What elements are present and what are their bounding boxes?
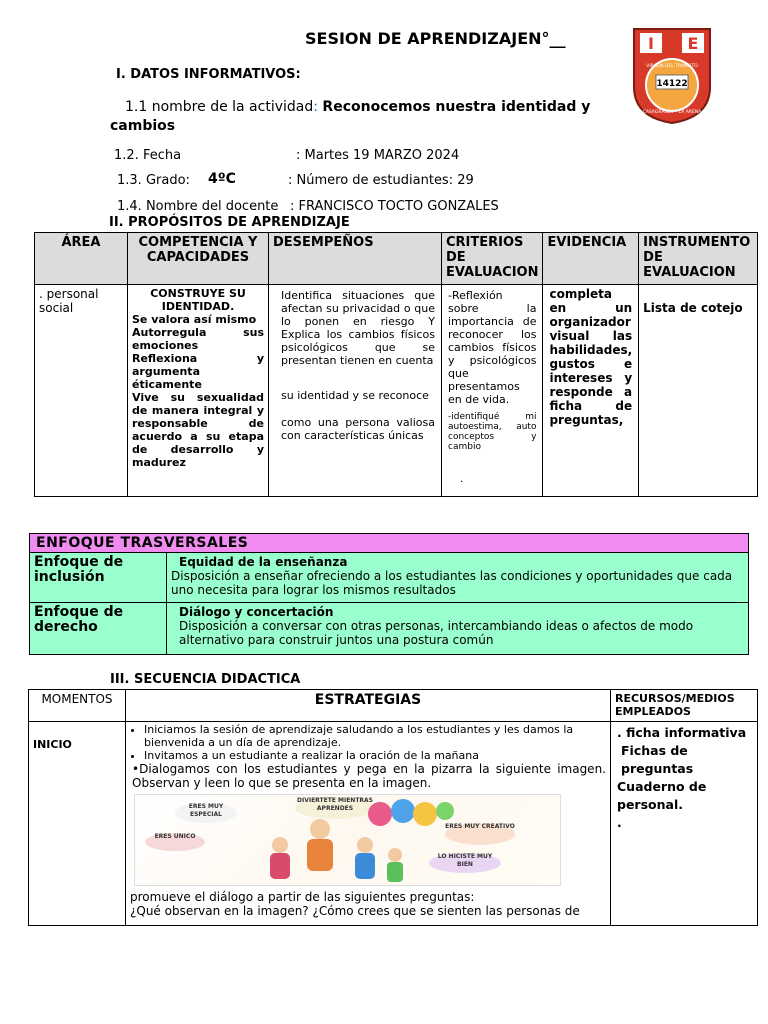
classroom-image	[134, 794, 561, 886]
bullet-icon: •	[132, 762, 140, 776]
image-bubble: ERES MUY CREATIVO	[445, 823, 515, 845]
resource-item: .	[617, 815, 622, 830]
fecha-value: : Martes 19 MARZO 2024	[296, 148, 460, 163]
resources-cell	[611, 722, 758, 926]
grado-value: 4ºC	[208, 171, 236, 187]
col-desempenos: DESEMPEÑOS	[269, 233, 442, 285]
competencia-line: Vive su sexualidad de manera integral y responsable de acuerdo a su etapa de desarrollo y madurez	[132, 391, 264, 469]
criterio-text: .	[460, 472, 464, 485]
col-competencia: COMPETENCIA Y CAPACIDADES	[128, 233, 269, 285]
fecha-label: 1.2. Fecha	[114, 148, 182, 163]
logo-letter-i: I	[648, 34, 654, 53]
col-instrumento: INSTRUMENTO DE EVALUACION	[639, 233, 758, 285]
image-bubble: ERES MUY ESPECIAL	[175, 803, 237, 823]
strategy-cell	[126, 722, 611, 926]
strategy-item: • Iniciamos la sesión de aprendizaje saludando a los estudiantes y les damos la bienvenida a un día de aprendizaje.	[144, 723, 606, 749]
competencia-line: Se valora así mismo	[132, 313, 257, 326]
strategy-item: • Invitamos a un estudiante a realizar la oración de la mañana	[144, 749, 606, 762]
strategy-list	[130, 723, 606, 762]
family-illustration	[235, 815, 435, 885]
competencia-line: Autorregula sus emociones Reflexiona y argumenta éticamente	[132, 326, 264, 391]
col-momentos: MOMENTOS	[29, 690, 126, 722]
strategy-item-big	[130, 762, 606, 790]
enfoque-desc: Disposición a enseñar ofreciendo a los estudiantes las condiciones y oportunidades que cada uno necesita para lograr los mismos resultados	[171, 569, 733, 597]
image-bubble: LO HICISTE MUY BIEN	[429, 853, 501, 873]
moment-inicio: INICIO	[29, 722, 126, 926]
col-recursos: RECURSOS/MEDIOS EMPLEADOS	[611, 690, 758, 722]
logo-number: 14122	[656, 79, 688, 89]
after-image-text: promueve el diálogo a partir de las siguientes preguntas:	[130, 890, 475, 904]
estudiantes-count: : Número de estudiantes: 29	[288, 173, 474, 188]
logo-text: VIRGEN DEL TRANSITO	[646, 64, 698, 69]
activity-value-cont: cambios	[110, 118, 176, 134]
criterio-text: -Reflexión sobre la importancia de reconocer los cambios físicos y psicológicos que presentamos en de vida.	[448, 289, 537, 406]
activity-line	[125, 99, 590, 115]
image-bubble: DIVIERTETE MIENTRAS APRENDES	[295, 797, 375, 819]
activity-colon: :	[313, 99, 318, 115]
section-secuencia: III. SECUENCIA DIDACTICA	[110, 672, 301, 687]
desempeno-text: Identifica situaciones que afectan su privacidad o que lo ponen en riesgo Y Explica los cambios físicos psicológicos que se presentan tienen en cuenta	[281, 289, 435, 367]
col-estrategias: ESTRATEGIAS	[126, 690, 611, 722]
desempeno-text: como una persona valiosa con características únicas	[281, 416, 435, 442]
sequence-table	[28, 689, 758, 926]
enfoques-table	[29, 533, 749, 655]
purposes-table	[34, 232, 758, 497]
resource-item: Cuaderno de personal.	[617, 779, 707, 812]
enfoques-title: ENFOQUE TRASVERSALES	[30, 534, 749, 553]
school-crest-logo	[630, 25, 714, 125]
competencia-line: CONSTRUYE SU IDENTIDAD.	[150, 287, 246, 313]
activity-value: Reconocemos nuestra identidad y	[322, 99, 591, 115]
criterios-cell	[442, 285, 543, 497]
grado-label: 1.3. Grado:	[117, 173, 190, 188]
col-area: ÁREA	[35, 233, 128, 285]
resource-item: Fichas de preguntas	[621, 743, 694, 776]
section-datos: I. DATOS INFORMATIVOS:	[116, 67, 301, 82]
activity-label: 1.1 nombre de la actividad	[125, 99, 314, 115]
resource-item: . ficha informativa	[617, 725, 747, 740]
competencia-cell	[128, 285, 269, 497]
col-criterios: CRITERIOS DE EVALUACION	[442, 233, 543, 285]
criterio-text: -identifiqué mi autoestima, auto conceptos y cambio	[448, 412, 537, 452]
area-cell: . personal social	[35, 285, 128, 497]
evidencia-cell: completa en un organizador visual las habilidades, gustos e intereses y responde a ficha de preguntas,	[543, 285, 639, 497]
enfoque-name: Equidad de la enseñanza	[179, 555, 348, 569]
col-evidencia: EVIDENCIA	[543, 233, 639, 285]
enfoque-label: Enfoque de inclusión	[30, 553, 167, 603]
enfoque-content	[167, 553, 749, 603]
instrumento-cell: Lista de cotejo	[639, 285, 758, 497]
docente-value: : FRANCISCO TOCTO GONZALES	[290, 199, 499, 214]
enfoque-name: Diálogo y concertación	[179, 605, 334, 619]
after-image-text: ¿Qué observan en la imagen? ¿Cómo crees que se sienten las personas de	[130, 904, 580, 918]
page-title: SESION DE APRENDIZAJEN°__	[305, 29, 566, 48]
logo-letter-e: E	[687, 34, 699, 53]
enfoque-content	[167, 603, 749, 655]
desempeno-text: su identidad y se reconoce	[281, 389, 429, 402]
enfoque-desc: Disposición a conversar con otras personas, intercambiando ideas o afectos de modo alternativo para construir juntos una postura común	[179, 619, 694, 647]
section-propositos: II. PROPÓSITOS DE APRENDIZAJE	[109, 215, 350, 230]
logo-bottom: CASAGRANDE - LA ARENA	[642, 110, 702, 115]
docente-label: 1.4. Nombre del docente	[117, 199, 279, 214]
enfoque-label: Enfoque de derecho	[30, 603, 167, 655]
image-bubble: ERES UNICO	[145, 833, 205, 851]
desempenos-cell	[269, 285, 442, 497]
strategy-big-text: Dialogamos con los estudiantes y pega en la pizarra la siguiente imagen. Observan y leen lo que se presenta en la imagen.	[132, 762, 606, 790]
